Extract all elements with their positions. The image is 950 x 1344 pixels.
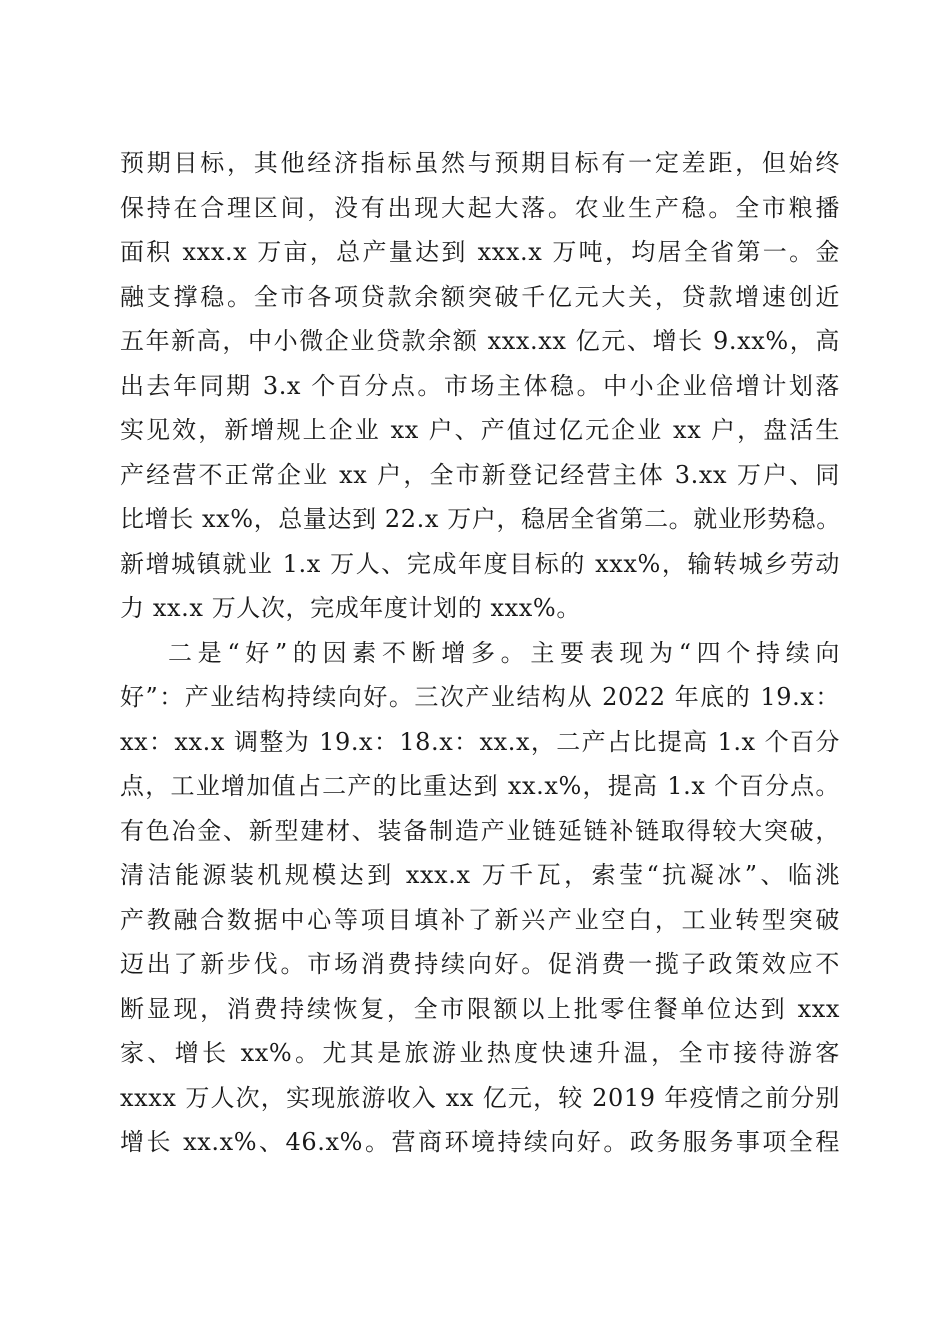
- text-line: 有色冶金、新型建材、装备制造产业链延链补链取得较大突破，: [120, 816, 840, 845]
- text-line: xx：xx.x 调整为 19.x：18.x：xx.x，二产占比提高 1.x 个百分: [120, 727, 840, 756]
- text-line: 出去年同期 3.x 个百分点。市场主体稳。中小企业倍增计划落: [120, 371, 840, 400]
- text-line: 保持在合理区间，没有出现大起大落。农业生产稳。全市粮播: [120, 193, 840, 222]
- text-line: 断显现，消费持续恢复，全市限额以上批零住餐单位达到 xxx: [120, 994, 840, 1023]
- text-line: 二是“好”的因素不断增多。主要表现为“四个持续向: [168, 638, 840, 667]
- text-line: 力 xx.x 万人次，完成年度计划的 xxx%。: [120, 594, 581, 622]
- body-text: [120, 141, 840, 1165]
- text-line: 融支撑稳。全市各项贷款余额突破千亿元大关，贷款增速创近: [120, 282, 840, 311]
- text-line: 迈出了新步伐。市场消费持续向好。促消费一揽子政策效应不: [120, 950, 840, 978]
- text-line: 产经营不正常企业 xx 户，全市新登记经营主体 3.xx 万户、同: [120, 460, 840, 489]
- text-line: 好”：产业结构持续向好。三次产业结构从 2022 年底的 19.x：: [120, 683, 840, 711]
- text-line: 比增长 xx%，总量达到 22.x 万户，稳居全省第二。就业形势稳。: [120, 505, 841, 533]
- text-line: 增长 xx.x%、46.x%。营商环境持续向好。政务服务事项全程: [120, 1128, 840, 1156]
- text-line: 实见效，新增规上企业 xx 户、产值过亿元企业 xx 户，盘活生: [120, 416, 840, 444]
- text-line: 预期目标，其他经济指标虽然与预期目标有一定差距，但始终: [120, 149, 840, 177]
- text-line: 点，工业增加值占二产的比重达到 xx.x%，提高 1.x 个百分点。: [120, 772, 840, 800]
- text-line: 家、增长 xx%。尤其是旅游业热度快速升温，全市接待游客: [120, 1039, 840, 1067]
- paragraph-1: [120, 141, 840, 631]
- text-line: 面积 xxx.x 万亩，总产量达到 xxx.x 万吨，均居全省第一。金: [120, 238, 840, 266]
- paragraph-2: [120, 631, 840, 1165]
- text-line: 清洁能源装机规模达到 xxx.x 万千瓦，索莹“抗凝冰”、临洮: [120, 861, 840, 889]
- text-line: 新增城镇就业 1.x 万人、完成年度目标的 xxx%，输转城乡劳动: [120, 549, 840, 578]
- text-line: 产教融合数据中心等项目填补了新兴产业空白，工业转型突破: [120, 905, 840, 934]
- text-line: xxxx 万人次，实现旅游收入 xx 亿元，较 2019 年疫情之前分别: [120, 1083, 840, 1112]
- text-line: 五年新高，中小微企业贷款余额 xxx.xx 亿元、增长 9.xx%，高: [120, 327, 840, 355]
